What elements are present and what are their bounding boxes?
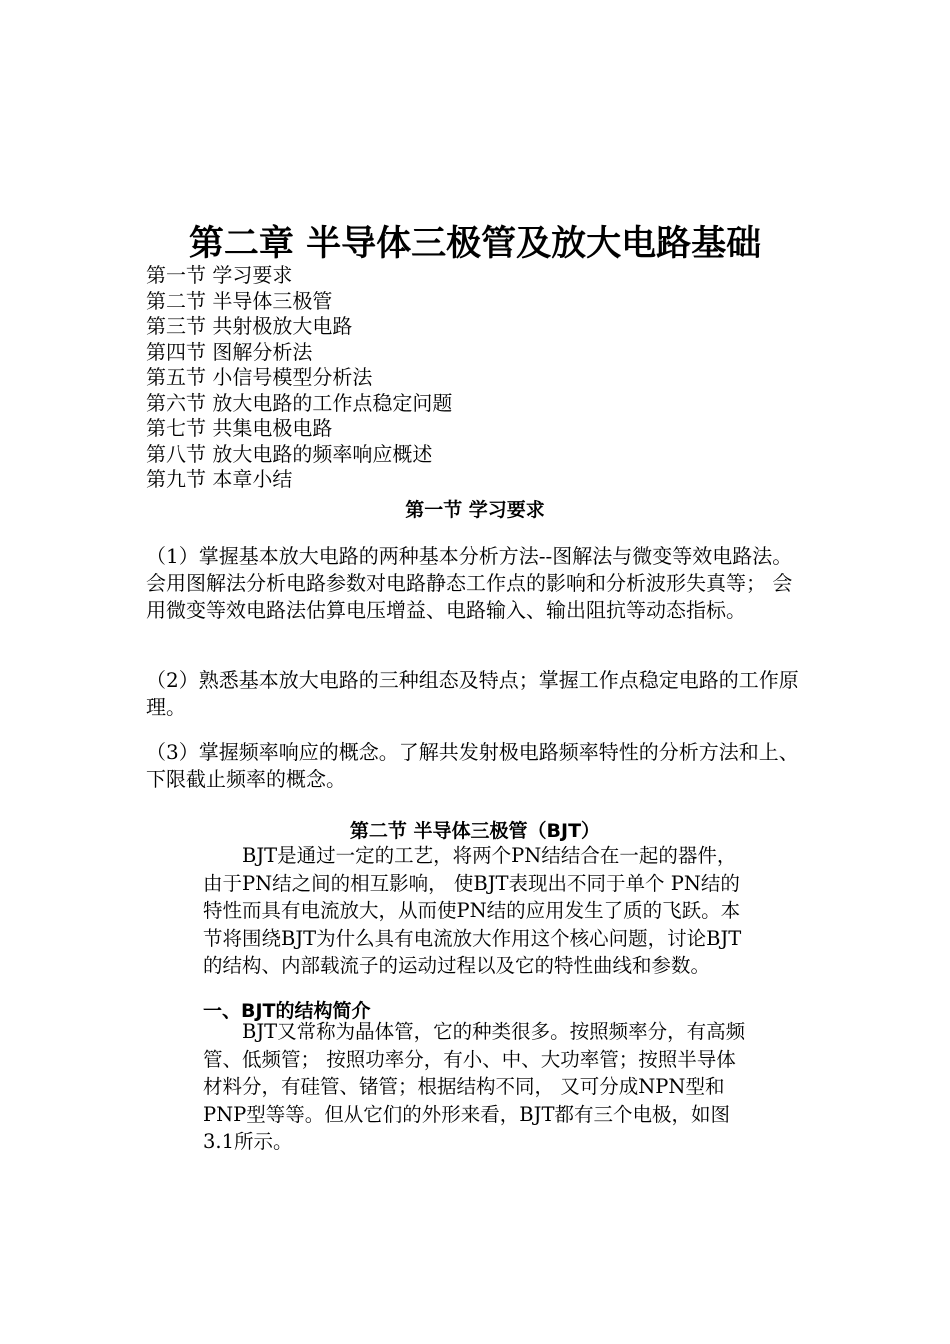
toc-item: 第七节 共集电极电路 xyxy=(146,416,333,440)
toc-item: 第五节 小信号模型分析法 xyxy=(146,365,373,389)
section1-paragraph-3: （3）掌握频率响应的概念。了解共发射极电路频率特性的分析方法和上、下限截止频率的概念。 xyxy=(146,740,799,791)
toc-item: 第八节 放大电路的频率响应概述 xyxy=(146,441,433,466)
section1-heading: 第一节 学习要求 xyxy=(405,499,545,521)
section1-paragraph-2: （2）熟悉基本放大电路的三种组态及特点；掌握工作点稳定电路的工作原理。 xyxy=(146,668,799,719)
section2-subtext: BJT又常称为晶体管，它的种类很多。按照频率分，有高频管、低频管； 按照功率分，有小、中、大功率管；按照半导体材料分，有硅管、锗管；根据结构不同， 又可分成NPN型和PNP型等等。但从它们的外形来看，BJT都有三个电极，如图3.1所示。 xyxy=(203,1020,746,1153)
toc-item: 第六节 放大电路的工作点稳定问题 xyxy=(146,390,453,415)
section1-paragraph-1: （1）掌握基本放大电路的两种基本分析方法--图解法与微变等效电路法。 会用图解法分析电路参数对电路静态工作点的影响和分析波形失真等； 会用微变等效电路法估算电压增益、电路输入、输出阻抗等动态指标。 xyxy=(146,544,793,622)
toc-item: 第三节 共射极放大电路 xyxy=(146,314,353,338)
toc-item: 第一节 学习要求 xyxy=(146,263,293,287)
toc-item: 第四节 图解分析法 xyxy=(146,339,313,364)
toc-item: 第九节 本章小结 xyxy=(146,467,293,491)
section2-intro: BJT是通过一定的工艺，将两个PN结结合在一起的器件，由于PN结之间的相互影响， 使BJT表现出不同于单个 PN结的特性而具有电流放大，从而使PN结的应用发生了质的飞跃。本节将围绕BJT为什么具有电流放大作用这个核心问题，讨论BJT的结构、内部载流子的运动过程以及它的特性曲线和参数。 xyxy=(203,844,742,977)
section2-subheading: 一、BJT的结构简介 xyxy=(203,1000,371,1022)
toc-item: 第二节 半导体三极管 xyxy=(146,288,333,313)
chapter-title: 第二章 半导体三极管及放大电路基础 xyxy=(188,224,762,264)
section2-heading: 第二节 半导体三极管（BJT） xyxy=(349,820,601,842)
table-of-contents xyxy=(146,263,452,493)
